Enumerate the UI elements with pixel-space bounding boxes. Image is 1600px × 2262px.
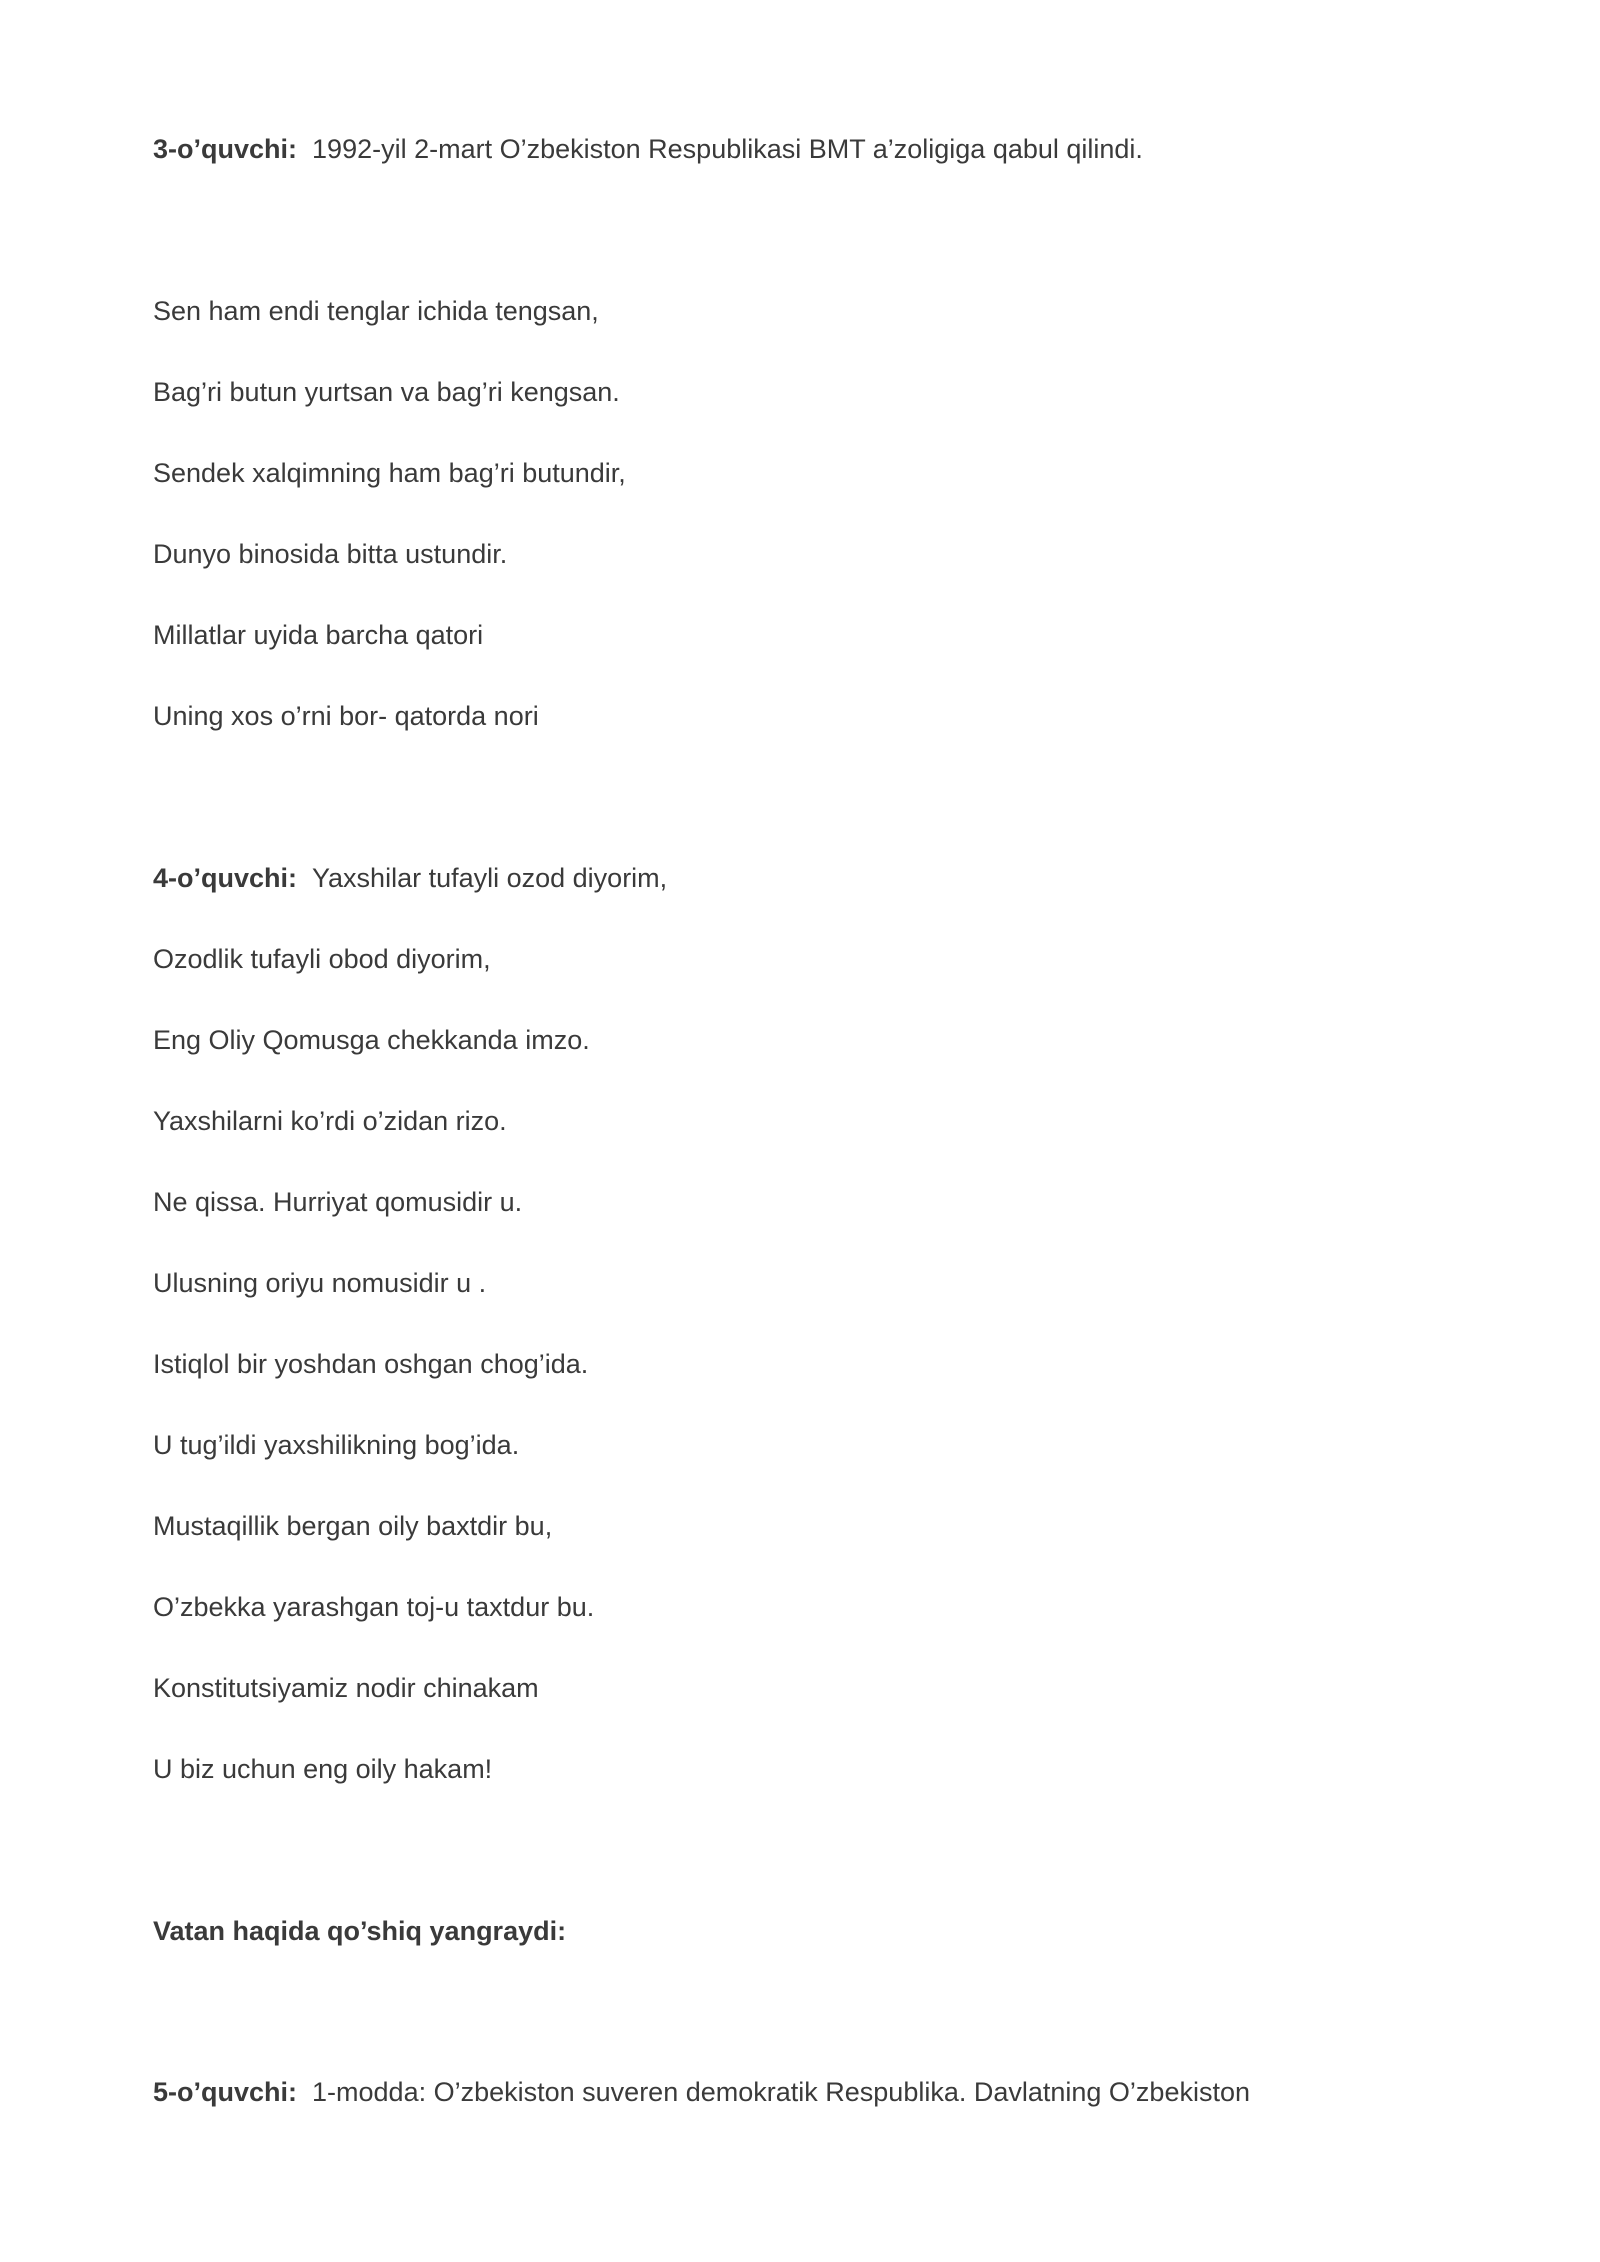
speaker-label: 3-o’quvchi: xyxy=(153,134,298,164)
poem-line: Uning xos o’rni bor- qatorda nori xyxy=(153,701,539,731)
poem-line: Ulusning oriyu nomusidir u . xyxy=(153,1268,487,1298)
poem-line: Konstitutsiyamiz nodir chinakam xyxy=(153,1673,539,1703)
poem-line: Bag’ri butun yurtsan va bag’ri kengsan. xyxy=(153,377,620,407)
poem-line: Dunyo binosida bitta ustundir. xyxy=(153,539,508,569)
poem-line: Ne qissa. Hurriyat qomusidir u. xyxy=(153,1187,523,1217)
paragraph-text: 1-modda: O’zbekiston suveren demokratik Respublika. Davlatning O’zbekiston xyxy=(312,2077,1250,2107)
paragraph-student-4 xyxy=(153,861,667,895)
section-heading: Vatan haqida qo’shiq yangraydi: xyxy=(153,1916,567,1946)
poem-line: O’zbekka yarashgan toj-u taxtdur bu. xyxy=(153,1592,595,1622)
paragraph-student-5 xyxy=(153,2075,1250,2109)
poem-line: Millatlar uyida barcha qatori xyxy=(153,620,484,650)
poem-line: Sen ham endi tenglar ichida tengsan, xyxy=(153,296,599,326)
poem-line: U tug’ildi yaxshilikning bog’ida. xyxy=(153,1430,520,1460)
poem-line: Mustaqillik bergan oily baxtdir bu, xyxy=(153,1511,553,1541)
paragraph-student-3 xyxy=(153,132,1143,166)
speaker-label: 5-o’quvchi: xyxy=(153,2077,298,2107)
paragraph-text: Yaxshilar tufayli ozod diyorim, xyxy=(312,863,668,893)
paragraph-text: 1992-yil 2-mart O’zbekiston Respublikasi BMT a’zoligiga qabul qilindi. xyxy=(312,134,1143,164)
poem-line: Yaxshilarni ko’rdi o’zidan rizo. xyxy=(153,1106,507,1136)
poem-line: Eng Oliy Qomusga chekkanda imzo. xyxy=(153,1025,590,1055)
poem-line: Istiqlol bir yoshdan oshgan chog’ida. xyxy=(153,1349,589,1379)
speaker-label: 4-o’quvchi: xyxy=(153,863,298,893)
poem-line: Sendek xalqimning ham bag’ri butundir, xyxy=(153,458,626,488)
poem-line: U biz uchun eng oily hakam! xyxy=(153,1754,493,1784)
poem-line: Ozodlik tufayli obod diyorim, xyxy=(153,944,491,974)
